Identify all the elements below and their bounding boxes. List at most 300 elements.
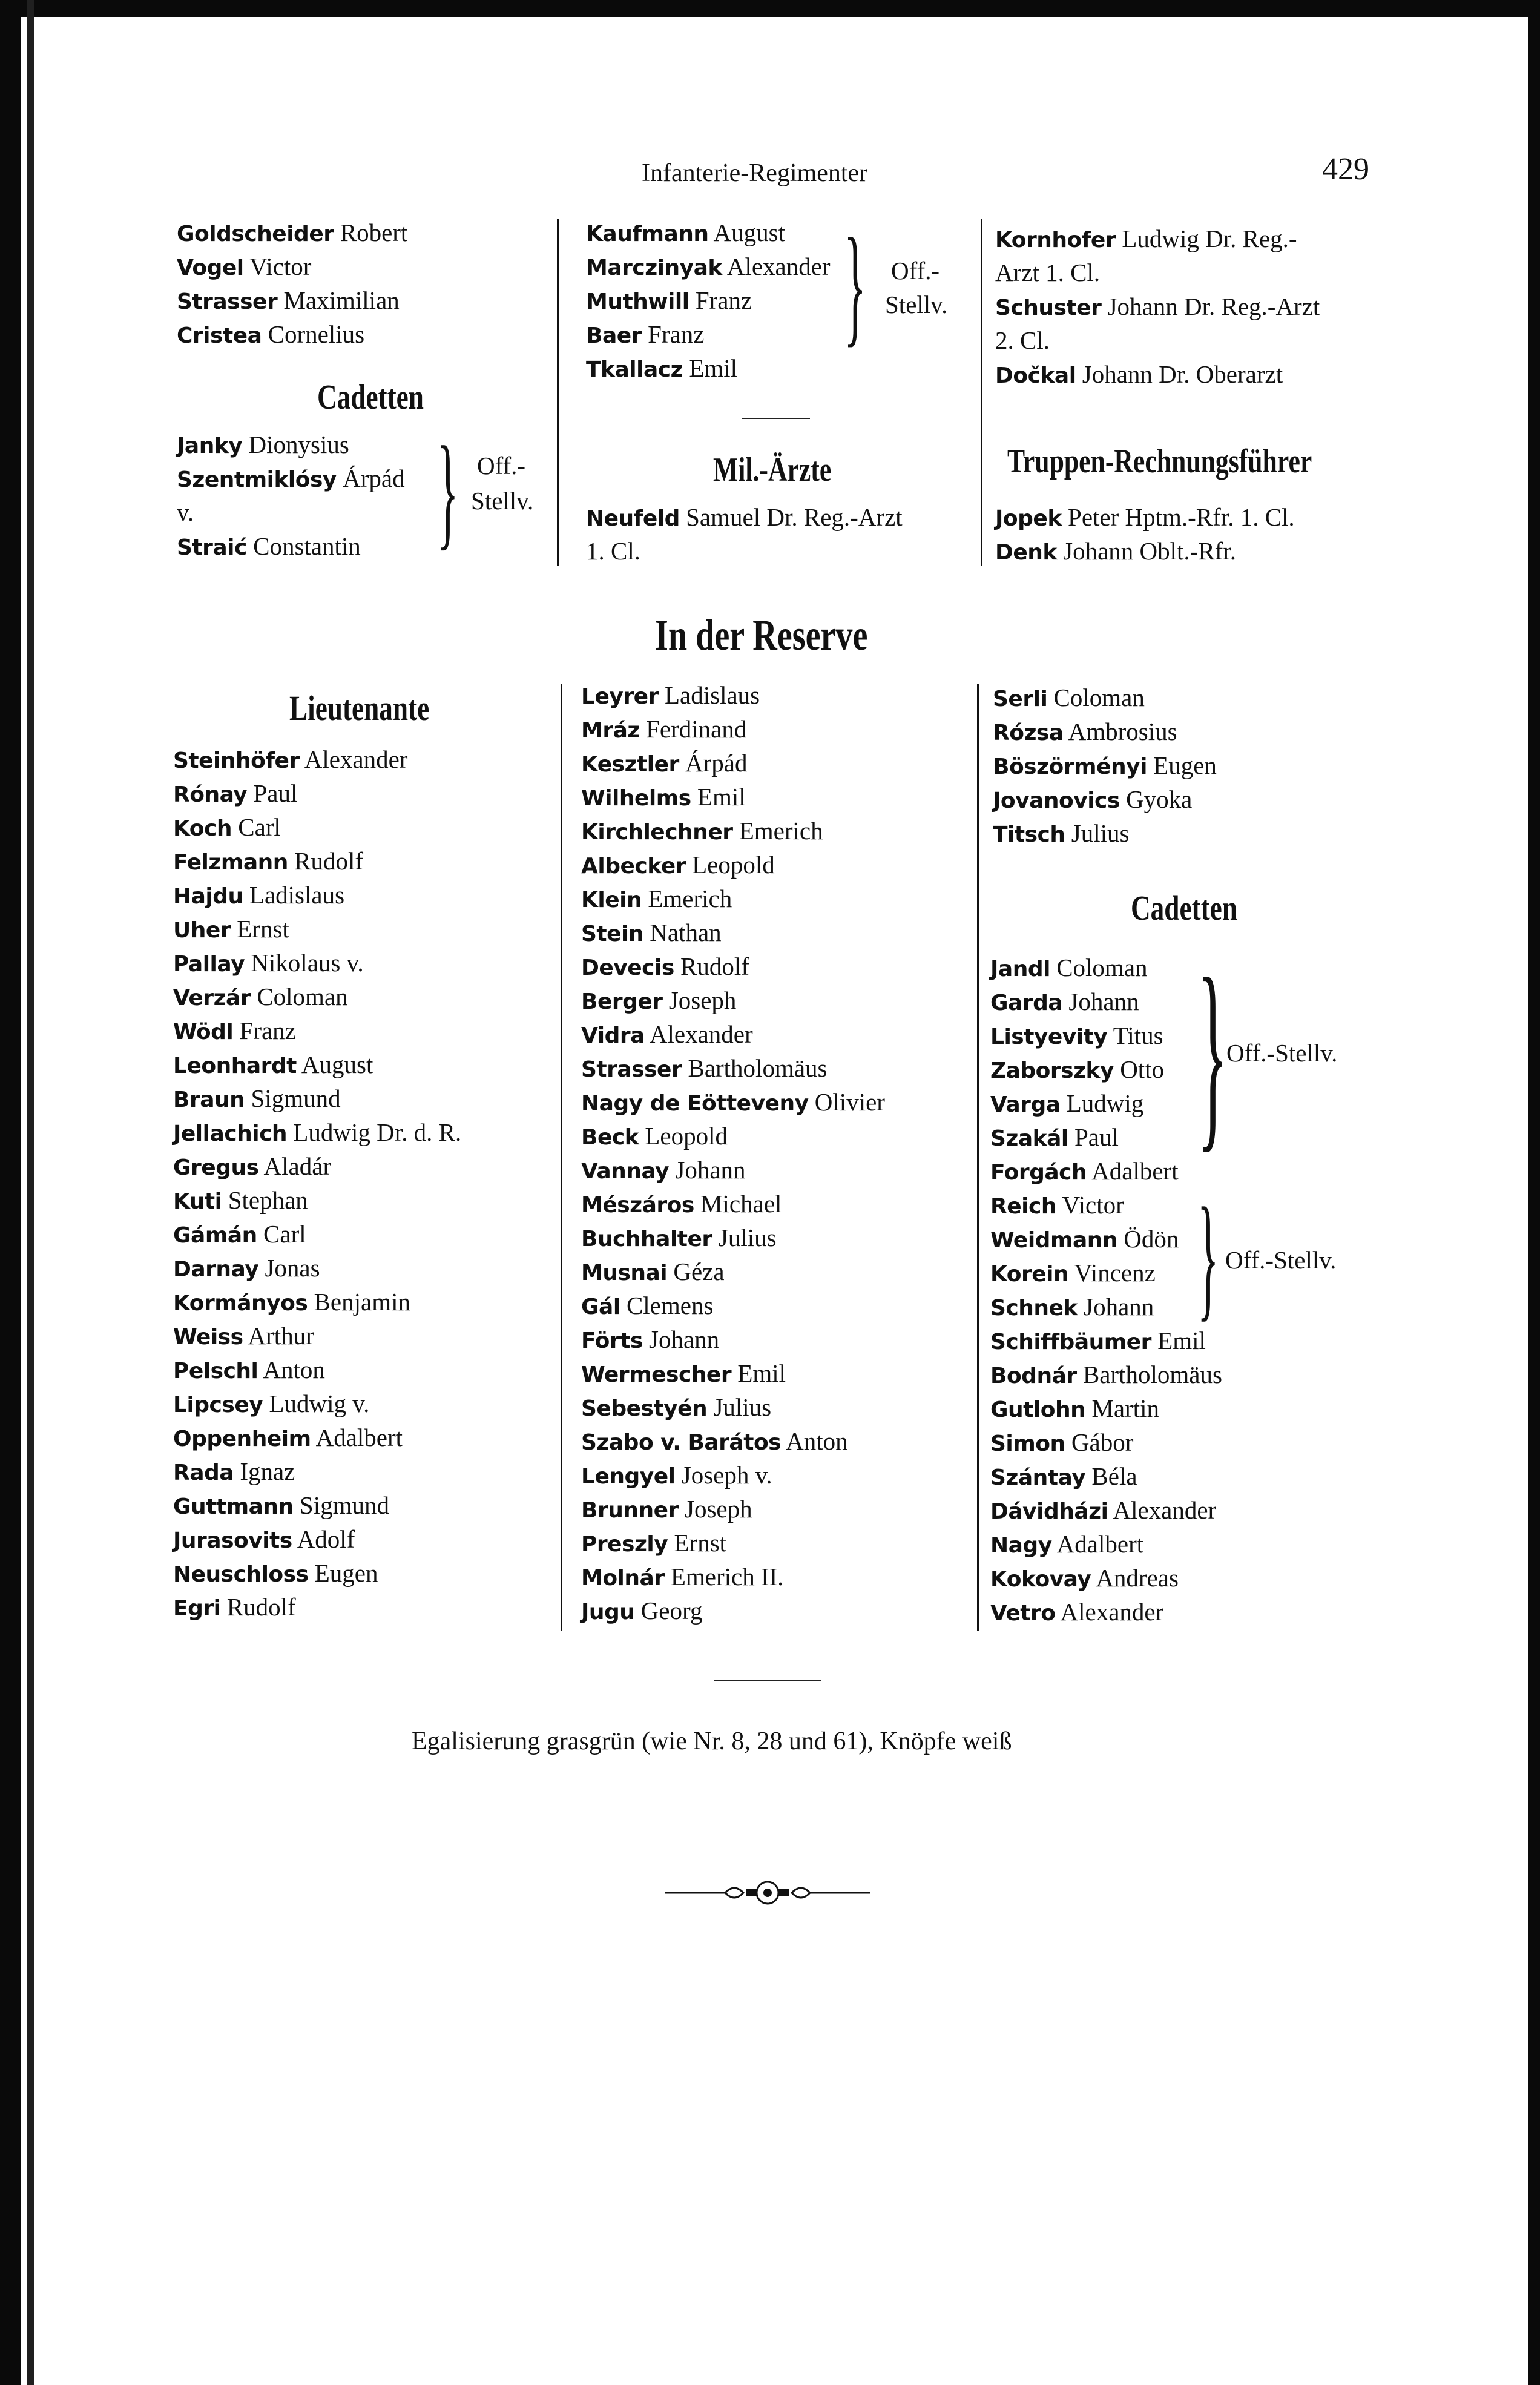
given-name: Victor bbox=[249, 252, 312, 280]
lieutenant-row bbox=[173, 1183, 461, 1217]
brace-label-top-2b: Stellv. bbox=[885, 291, 948, 318]
lieutenant-row bbox=[581, 1051, 885, 1085]
given-name: Bartholomäus bbox=[688, 1054, 828, 1082]
surname: Berger bbox=[581, 989, 663, 1014]
surname: Titsch bbox=[993, 822, 1065, 847]
surname: Kuti bbox=[173, 1189, 222, 1214]
lieutenant-row bbox=[581, 1017, 885, 1051]
given-name: Johann Dr. Reg.-Arzt bbox=[1107, 292, 1320, 320]
lieutenant-row bbox=[581, 1255, 885, 1288]
lieutenant-row bbox=[581, 712, 885, 746]
lieutenant-row bbox=[581, 746, 885, 780]
surname: Janky bbox=[177, 434, 243, 458]
lieutenante-heading: Lieutenante bbox=[289, 688, 430, 728]
surname: Guttmann bbox=[173, 1494, 294, 1519]
lieutenant-row bbox=[993, 714, 1217, 748]
cadet-row bbox=[990, 1188, 1222, 1222]
surname: Felzmann bbox=[173, 850, 288, 875]
surname: Baer bbox=[586, 323, 642, 348]
brace-label-top-2a: Off.- bbox=[891, 257, 940, 285]
lieutenant-row bbox=[173, 1149, 461, 1183]
page-number: 429 bbox=[1322, 152, 1369, 186]
given-name: Joseph bbox=[668, 986, 737, 1014]
surname: Wilhelms bbox=[581, 786, 691, 811]
surname: Klein bbox=[581, 888, 642, 912]
given-name: Emerich bbox=[648, 885, 732, 912]
cadet-row bbox=[990, 1120, 1222, 1154]
surname: Jellachich bbox=[173, 1121, 288, 1146]
surname: Kormányos bbox=[173, 1291, 308, 1316]
given-name: Samuel Dr. Reg.-Arzt bbox=[686, 503, 903, 531]
lieutenant-row bbox=[173, 1387, 461, 1420]
footer-note: Egalisierung grasgrün (wie Nr. 8, 28 und 61), Knöpfe weiß bbox=[412, 1727, 1012, 1755]
lieutenant-row bbox=[173, 1285, 461, 1319]
surname: Listyevity bbox=[990, 1024, 1108, 1049]
lieutenant-row bbox=[173, 1454, 461, 1488]
surname: Marczinyak bbox=[586, 256, 722, 280]
given-name: Sigmund bbox=[251, 1084, 341, 1112]
lieutenant-row bbox=[581, 1187, 885, 1221]
lieutenant-row bbox=[581, 1119, 885, 1153]
surname: Darnay bbox=[173, 1257, 259, 1282]
reserve-column-3 bbox=[993, 681, 1217, 850]
surname: Mészáros bbox=[581, 1193, 694, 1218]
given-name: Emil bbox=[697, 783, 746, 811]
given-name: Emil bbox=[737, 1359, 786, 1387]
surname: Pelschl bbox=[173, 1359, 258, 1384]
given-name: Johann Oblt.-Rfr. bbox=[1063, 537, 1236, 565]
column-rule bbox=[561, 684, 562, 1631]
lieutenant-row bbox=[173, 980, 461, 1014]
cadet-row bbox=[990, 1561, 1222, 1595]
given-name: Titus bbox=[1113, 1021, 1163, 1049]
lieutenant-row bbox=[581, 983, 885, 1017]
given-name: Ignaz bbox=[240, 1457, 295, 1485]
surname: Verzár bbox=[173, 986, 251, 1011]
lieutenant-row bbox=[581, 1526, 885, 1560]
name-row bbox=[177, 249, 407, 283]
cadet-row bbox=[990, 951, 1222, 985]
given-name: Robert bbox=[340, 219, 408, 246]
surname: Devecis bbox=[581, 955, 674, 980]
surname: Koch bbox=[173, 816, 232, 841]
cadet-row bbox=[990, 1222, 1222, 1256]
lieutenant-row bbox=[581, 1492, 885, 1526]
surname: Pallay bbox=[173, 952, 245, 977]
given-name: Adalbert bbox=[315, 1423, 403, 1451]
surname: Egri bbox=[173, 1596, 221, 1621]
surname: Jurasovits bbox=[173, 1528, 292, 1553]
name-row bbox=[586, 249, 831, 283]
given-name: Ludwig v. bbox=[269, 1390, 370, 1417]
given-name: Johann bbox=[675, 1156, 746, 1184]
lieutenant-row bbox=[173, 1353, 461, 1387]
reserve-cadetten-list bbox=[990, 951, 1222, 1629]
surname: Rózsa bbox=[993, 721, 1064, 745]
surname: Serli bbox=[993, 687, 1048, 711]
surname: Nagy de Eötteveny bbox=[581, 1091, 809, 1116]
given-name: Rudolf bbox=[294, 847, 364, 875]
surname: Straić bbox=[177, 535, 247, 560]
surname: Szabo v. Barátos bbox=[581, 1430, 782, 1455]
surname: Lengyel bbox=[581, 1464, 676, 1489]
lieutenant-row bbox=[581, 949, 885, 983]
given-name: Julius bbox=[718, 1224, 777, 1252]
surname: Zaborszky bbox=[990, 1058, 1114, 1083]
surname: Uher bbox=[173, 918, 231, 943]
surname: Schiffbäumer bbox=[990, 1330, 1151, 1354]
surname: Jandl bbox=[990, 957, 1050, 981]
given-name: Cornelius bbox=[268, 320, 365, 348]
given-name: Coloman bbox=[257, 983, 348, 1011]
given-name: Paul bbox=[1074, 1123, 1119, 1151]
given-name: Ludwig Dr. d. R. bbox=[293, 1118, 462, 1146]
top-cadetten-list bbox=[177, 427, 405, 563]
lieutenant-row bbox=[173, 946, 461, 980]
lieutenant-row bbox=[173, 1522, 461, 1556]
cadet-row bbox=[990, 1595, 1222, 1629]
lieutenant-row bbox=[173, 1251, 461, 1285]
doctor-row bbox=[586, 500, 903, 534]
lieutenant-row bbox=[581, 780, 885, 814]
surname: Gámán bbox=[173, 1223, 257, 1248]
given-name: Aladár bbox=[263, 1152, 332, 1180]
scan-border-left-inner bbox=[27, 0, 34, 2385]
surname: Wermescher bbox=[581, 1362, 732, 1387]
cadetten-heading-reserve: Cadetten bbox=[1131, 888, 1237, 928]
surname: Muthwill bbox=[586, 289, 689, 314]
given-name: Nikolaus v. bbox=[251, 949, 364, 977]
given-name: Arzt 1. Cl. bbox=[995, 259, 1101, 286]
name-row bbox=[177, 216, 407, 249]
given-name: Ernst bbox=[237, 915, 289, 943]
given-name: Ladislaus bbox=[665, 681, 760, 709]
lieutenant-row bbox=[581, 1390, 885, 1424]
lieutenant-row bbox=[173, 1420, 461, 1454]
name-row bbox=[177, 317, 407, 351]
given-name: Nathan bbox=[650, 919, 722, 946]
lieutenant-row bbox=[581, 678, 885, 712]
lieutenant-row bbox=[173, 1081, 461, 1115]
given-name: Anton bbox=[263, 1356, 325, 1384]
cadet-row bbox=[990, 1425, 1222, 1459]
given-name: Rudolf bbox=[226, 1593, 296, 1621]
given-name: Jonas bbox=[265, 1254, 320, 1282]
given-name: Otto bbox=[1120, 1055, 1165, 1083]
surname: Neufeld bbox=[586, 506, 680, 531]
brace-icon: } bbox=[1197, 935, 1228, 1170]
scan-border-right bbox=[1528, 0, 1540, 2385]
given-name: Martin bbox=[1091, 1394, 1160, 1422]
given-name: Georg bbox=[640, 1597, 703, 1625]
given-name: Alexander bbox=[304, 745, 408, 773]
cadet-row bbox=[990, 1493, 1222, 1527]
name-row bbox=[586, 283, 831, 317]
scan-border-left bbox=[0, 0, 21, 2385]
given-name: Paul bbox=[253, 779, 298, 807]
given-name: Rudolf bbox=[680, 952, 749, 980]
given-name: Johann bbox=[1068, 988, 1139, 1015]
accountant-row bbox=[995, 500, 1295, 534]
given-name: Bartholomäus bbox=[1082, 1361, 1222, 1388]
given-name: Ludwig bbox=[1066, 1089, 1144, 1117]
surname: Oppenheim bbox=[173, 1427, 311, 1451]
given-name: Olivier bbox=[814, 1088, 885, 1116]
given-name: Ernst bbox=[674, 1529, 727, 1557]
given-name: Emil bbox=[1157, 1327, 1206, 1354]
cadetten-heading-top: Cadetten bbox=[317, 377, 424, 417]
surname: Albecker bbox=[581, 854, 686, 879]
surname: Szakál bbox=[990, 1126, 1068, 1151]
lieutenant-row bbox=[581, 915, 885, 949]
brace-label-top-1a: Off.- bbox=[477, 452, 526, 480]
given-name: Carl bbox=[238, 813, 281, 841]
lieutenant-row bbox=[173, 810, 461, 844]
surname: Jugu bbox=[581, 1600, 635, 1625]
given-name: Johann bbox=[649, 1325, 720, 1353]
given-name: Alexander bbox=[726, 252, 831, 280]
surname: Kirchlechner bbox=[581, 820, 733, 845]
given-name: Adolf bbox=[297, 1525, 355, 1553]
surname: Denk bbox=[995, 540, 1057, 565]
reserve-column-2 bbox=[581, 678, 885, 1628]
surname: Goldscheider bbox=[177, 222, 334, 246]
lieutenant-row bbox=[993, 748, 1217, 782]
name-row bbox=[995, 289, 1320, 323]
running-header: Infanterie-Regimenter bbox=[642, 159, 868, 187]
lieutenant-row bbox=[173, 1047, 461, 1081]
surname: Dávidházi bbox=[990, 1499, 1108, 1524]
surname: Wödl bbox=[173, 1020, 234, 1044]
surname: Stein bbox=[581, 922, 644, 946]
name-row bbox=[995, 323, 1320, 357]
surname: Varga bbox=[990, 1092, 1061, 1117]
lieutenant-row bbox=[173, 1014, 461, 1047]
given-name: Adalbert bbox=[1056, 1530, 1144, 1558]
given-name: Ödön bbox=[1124, 1225, 1179, 1253]
mil-aerzte-list bbox=[586, 500, 903, 568]
brace-label-top-1b: Stellv. bbox=[471, 487, 534, 515]
given-name: Ferdinand bbox=[646, 715, 747, 743]
cadet-row bbox=[990, 1391, 1222, 1425]
given-name: Vincenz bbox=[1074, 1259, 1156, 1287]
given-name: Joseph v. bbox=[681, 1461, 772, 1489]
surname: Weiss bbox=[173, 1325, 243, 1350]
surname: Leonhardt bbox=[173, 1054, 297, 1078]
surname: Kokovay bbox=[990, 1567, 1091, 1592]
surname: Neuschloss bbox=[173, 1562, 309, 1587]
cadet-row bbox=[990, 1154, 1222, 1188]
surname: Lipcsey bbox=[173, 1393, 263, 1417]
given-name: Ambrosius bbox=[1068, 717, 1177, 745]
surname: Kesztler bbox=[581, 752, 679, 777]
surname: Jopek bbox=[995, 506, 1062, 531]
surname: Reich bbox=[990, 1194, 1056, 1219]
given-name: Gyoka bbox=[1126, 785, 1193, 813]
brace-icon: } bbox=[844, 211, 866, 358]
cadet-row bbox=[990, 1324, 1222, 1357]
given-name: Michael bbox=[700, 1190, 782, 1218]
given-name: Joseph bbox=[685, 1495, 752, 1523]
given-name: Julius bbox=[1071, 819, 1130, 847]
given-name: August bbox=[301, 1051, 373, 1078]
given-name: Eugen bbox=[314, 1559, 378, 1587]
surname: Schnek bbox=[990, 1296, 1078, 1321]
surname: Cristea bbox=[177, 323, 262, 348]
given-name: Benjamin bbox=[314, 1288, 410, 1316]
cadet-row bbox=[990, 1018, 1222, 1052]
lieutenant-row bbox=[993, 681, 1217, 714]
mil-aerzte-heading: Mil.-Ärzte bbox=[713, 451, 832, 489]
lieutenant-row bbox=[581, 1458, 885, 1492]
given-name: Coloman bbox=[1056, 954, 1148, 981]
cadet-row bbox=[990, 1527, 1222, 1561]
surname: Dočkal bbox=[995, 363, 1076, 388]
surname: Garda bbox=[990, 991, 1063, 1015]
surname: Schuster bbox=[995, 295, 1102, 320]
cadet-row bbox=[990, 985, 1222, 1018]
given-name: Victor bbox=[1062, 1191, 1124, 1219]
lieutenant-row bbox=[581, 814, 885, 848]
surname: Forgách bbox=[990, 1160, 1087, 1185]
surname: Vannay bbox=[581, 1159, 670, 1184]
ornament-icon bbox=[665, 1875, 870, 1911]
surname: Kornhofer bbox=[995, 228, 1116, 252]
given-name: Emerich bbox=[739, 817, 823, 845]
given-name: Arthur bbox=[248, 1322, 314, 1350]
surname: Jovanovics bbox=[993, 788, 1120, 813]
given-name: Emil bbox=[689, 354, 738, 382]
given-name: Árpád bbox=[685, 749, 748, 777]
cadet-row bbox=[990, 1459, 1222, 1493]
surname: Steinhöfer bbox=[173, 748, 300, 773]
given-name: Leopold bbox=[645, 1122, 728, 1150]
cadet-row bbox=[990, 1290, 1222, 1324]
lieutenant-row bbox=[581, 1594, 885, 1628]
given-name: Béla bbox=[1091, 1462, 1137, 1490]
given-name: Johann Dr. Oberarzt bbox=[1082, 360, 1283, 388]
lieutenant-row bbox=[581, 1288, 885, 1322]
surname: Rónay bbox=[173, 782, 248, 807]
given-name: Adalbert bbox=[1091, 1157, 1179, 1185]
surname: Simon bbox=[990, 1431, 1065, 1456]
name-row bbox=[177, 283, 407, 317]
given-name: Julius bbox=[713, 1393, 772, 1421]
surname: Buchhalter bbox=[581, 1227, 712, 1252]
lieutenant-row bbox=[581, 1085, 885, 1119]
given-name: Árpád bbox=[343, 464, 405, 492]
cadet-row bbox=[990, 1052, 1222, 1086]
surname: Strasser bbox=[581, 1057, 682, 1082]
surname: Weidmann bbox=[990, 1228, 1118, 1253]
lieutenant-row bbox=[581, 848, 885, 882]
given-name: Andreas bbox=[1096, 1564, 1179, 1592]
given-name: 1. Cl. bbox=[586, 537, 640, 565]
surname: Preszly bbox=[581, 1532, 668, 1557]
cadet-row bbox=[177, 427, 405, 461]
lieutenant-row bbox=[173, 1115, 461, 1149]
brace-icon: } bbox=[1197, 1179, 1219, 1333]
cadet-row bbox=[990, 1256, 1222, 1290]
reserve-heading: In der Reserve bbox=[655, 611, 868, 659]
given-name: Constantin bbox=[253, 532, 361, 560]
given-name: Anton bbox=[786, 1427, 848, 1455]
given-name: Franz bbox=[695, 286, 752, 314]
name-row bbox=[995, 357, 1320, 391]
lieutenant-row bbox=[993, 782, 1217, 816]
surname: Strasser bbox=[177, 289, 278, 314]
lieutenant-row bbox=[173, 742, 461, 776]
name-row bbox=[586, 216, 831, 249]
surname: Vetro bbox=[990, 1601, 1056, 1626]
lieutenant-row bbox=[581, 1153, 885, 1187]
lieutenant-row bbox=[173, 1556, 461, 1590]
surname: Gregus bbox=[173, 1155, 259, 1180]
surname: Bodnár bbox=[990, 1364, 1077, 1388]
lieutenant-row bbox=[993, 816, 1217, 850]
short-rule bbox=[742, 418, 810, 419]
surname: Gál bbox=[581, 1295, 620, 1319]
surname: Mráz bbox=[581, 718, 640, 743]
given-name: Ladislaus bbox=[249, 881, 345, 909]
surname: Beck bbox=[581, 1125, 639, 1150]
surname: Rada bbox=[173, 1460, 234, 1485]
surname: Gutlohn bbox=[990, 1397, 1086, 1422]
given-name: Alexander bbox=[1113, 1496, 1217, 1524]
given-name: Gábor bbox=[1071, 1428, 1134, 1456]
section-rule bbox=[714, 1680, 821, 1681]
given-name: Carl bbox=[263, 1220, 306, 1248]
cadet-row bbox=[990, 1357, 1222, 1391]
surname: Hajdu bbox=[173, 884, 243, 909]
surname: Förts bbox=[581, 1328, 643, 1353]
column-rule bbox=[981, 219, 982, 566]
lieutenant-row bbox=[173, 878, 461, 912]
given-name: Eugen bbox=[1153, 751, 1217, 779]
lieutenant-row bbox=[581, 1424, 885, 1458]
scan-border-top bbox=[0, 0, 1540, 17]
surname: Sebestyén bbox=[581, 1396, 708, 1421]
given-name: Ludwig Dr. Reg.- bbox=[1122, 225, 1297, 252]
cadet-row bbox=[177, 495, 405, 529]
surname: Nagy bbox=[990, 1533, 1052, 1558]
lieutenant-row bbox=[581, 1356, 885, 1390]
lieutenant-row bbox=[173, 912, 461, 946]
cadet-row bbox=[177, 529, 405, 563]
given-name: v. bbox=[177, 498, 194, 526]
given-name: Géza bbox=[673, 1258, 725, 1285]
lieutenant-row bbox=[581, 1221, 885, 1255]
lieutenant-row bbox=[581, 1322, 885, 1356]
surname: Vidra bbox=[581, 1023, 645, 1048]
given-name: Stephan bbox=[228, 1186, 308, 1214]
name-row bbox=[995, 222, 1320, 256]
surname: Kaufmann bbox=[586, 222, 709, 246]
given-name: Dionysius bbox=[248, 430, 349, 458]
given-name: Clemens bbox=[626, 1291, 714, 1319]
cadet-row bbox=[990, 1086, 1222, 1120]
surname: Szentmiklósy bbox=[177, 467, 337, 492]
given-name: Emerich II. bbox=[670, 1563, 784, 1591]
surname: Brunner bbox=[581, 1498, 679, 1523]
given-name: Peter Hptm.-Rfr. 1. Cl. bbox=[1068, 503, 1295, 531]
surname: Molnár bbox=[581, 1566, 665, 1591]
given-name: Franz bbox=[648, 320, 705, 348]
given-name: Alexander bbox=[1060, 1598, 1164, 1626]
truppen-rechnungsfuehrer-heading: Truppen-Rechnungsführer bbox=[1007, 443, 1312, 480]
brace-label-reserve-2: Off.-Stellv. bbox=[1225, 1246, 1337, 1274]
surname: Tkallacz bbox=[586, 357, 683, 382]
